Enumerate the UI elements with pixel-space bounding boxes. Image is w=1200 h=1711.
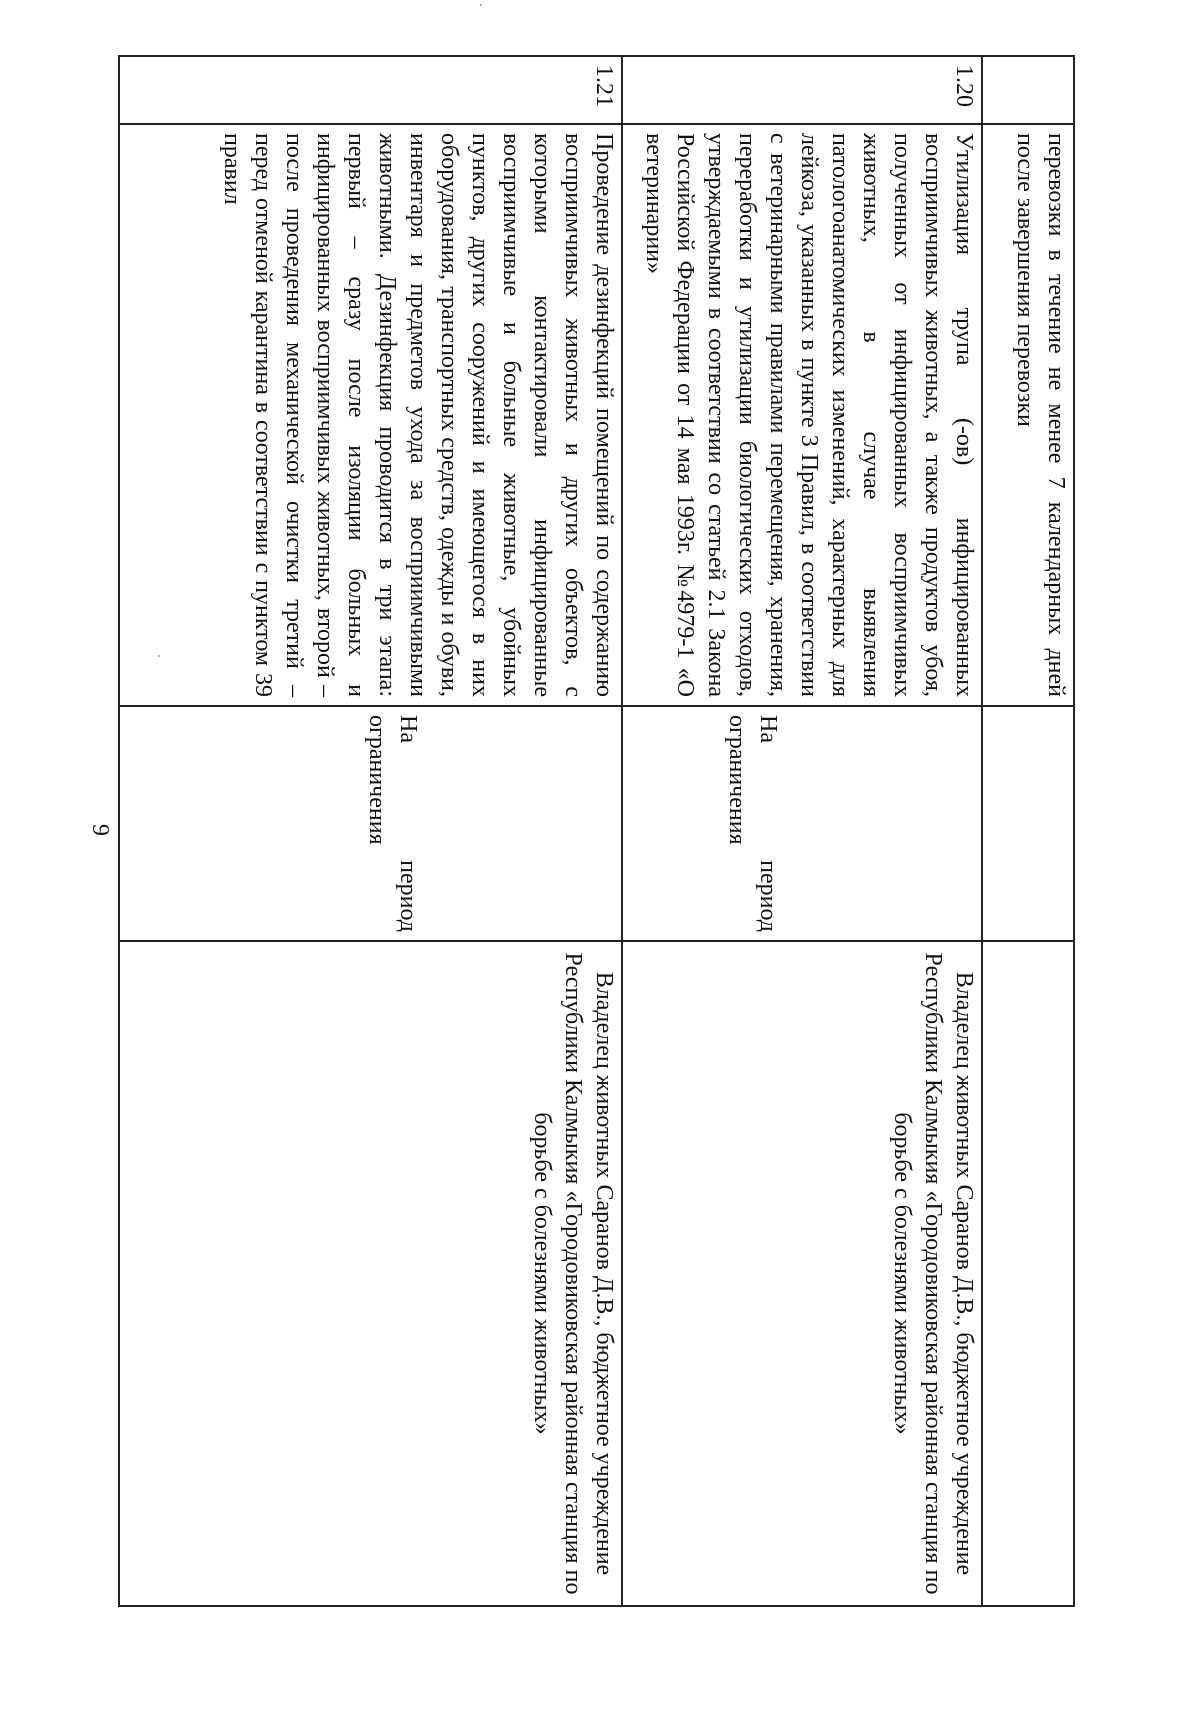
row-number (982, 56, 1074, 124)
action-cell: перевозки в течение не менее 7 календарных дней после завершения перевозки (982, 124, 1074, 706)
responsible-cell: Владелец животных Саранов Д.В., бюджетное учреждение Республики Калмыкия «Городовиковская районная станция по борьбе с болезнями животных» (622, 941, 982, 1606)
row-number: 1.20 (622, 56, 982, 124)
table-row (622, 56, 982, 1606)
rotated-page (55, 55, 1075, 1605)
deadline-text (721, 715, 783, 932)
deadline-word: На (755, 715, 781, 743)
responsible-cell (982, 941, 1074, 1606)
action-cell: Проведение дезинфекций помещений по содержанию восприимчивых животных и других объектов, с которыми контактировали инфицированные восприимчивые и больные животные, убойных пунктов, других сооружений и имеющегося в них оборудования, транспортных средств, одежды и обуви, инвентаря и предметов ухода за восприимчивыми животными. Дезинфекция проводится в три этапа: первый – сразу после изоляции больных и инфицированных восприимчивых животных, второй – после проведения механической очистки третий – перед отменой карантина в соответствии с пунктом 39 правил (119, 124, 622, 706)
page-number: 9 (87, 824, 113, 836)
responsible-cell: Владелец животных Саранов Д.В., бюджетное учреждение Республики Калмыкия «Городовиковская районная станция по борьбе с болезнями животных» (119, 941, 622, 1606)
deadline-word: период (395, 860, 421, 932)
deadline-cell (622, 706, 982, 941)
deadline-text (361, 715, 423, 932)
action-cell: Утилизация трупа (-ов) инфицированных восприимчивых животных, а также продуктов убоя, полученных от инфицированных восприимчивых животных, в случае выявления патологоанатомических изменений, характерных для лейкоза, указанных в пункте 3 Правил, в соответствии с ветеринарными правилами перемещения, хранения, переработки и утилизации биологических отходов, утверждаемыми в соответствии со статьей 2.1 Закона Российской Федерации от 14 мая 1993г. №4979-1 «О ветеринарии» (622, 124, 982, 706)
measures-table (118, 55, 1075, 1607)
table-row (119, 56, 622, 1606)
table-row (982, 56, 1074, 1606)
deadline-word: На (395, 715, 421, 743)
scan-speck (480, 4, 482, 6)
deadline-word: период (755, 860, 781, 932)
row-number: 1.21 (119, 56, 622, 124)
deadline-cell (119, 706, 622, 941)
deadline-word: ограничения (364, 715, 390, 845)
deadline-cell (982, 706, 1074, 941)
deadline-word: ограничения (724, 715, 750, 845)
